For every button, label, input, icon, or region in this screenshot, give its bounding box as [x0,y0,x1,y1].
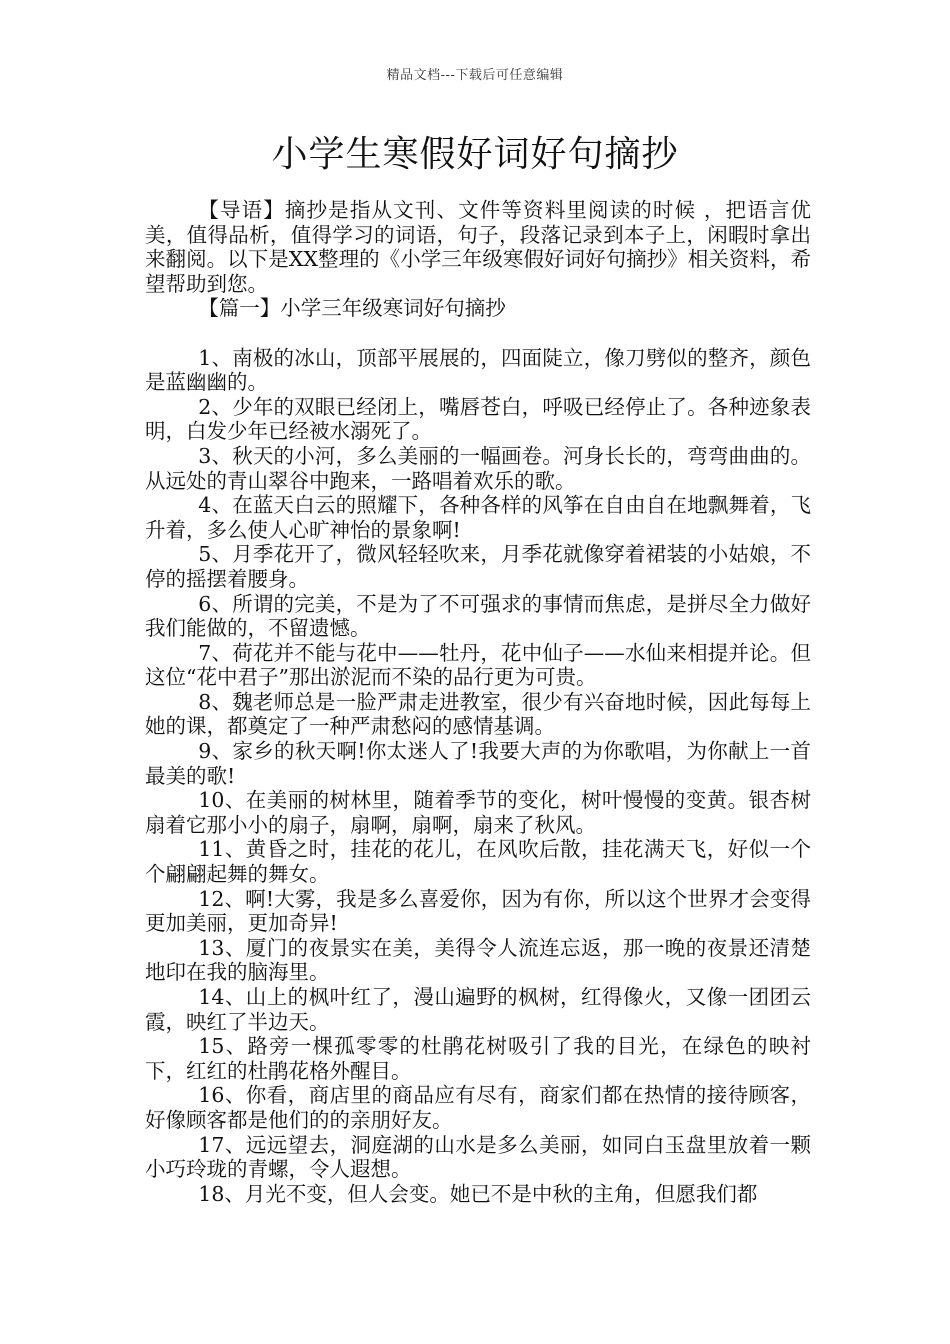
list-item: 9、家乡的秋天啊!你太迷人了!我要大声的为你歌唱，为你献上一首最美的歌! [145,739,811,788]
list-item: 3、秋天的小河，多么美丽的一幅画卷。河身长长的，弯弯曲曲的。从远处的青山翠谷中跑来，一路唱着欢乐的歌。 [145,443,811,493]
intro-paragraph: 【导语】摘抄是指从文刊、文件等资料里阅读的时候 ，把语言优美，值得品析，值得学习的词语，句子，段落记录到本子上，闲暇时拿出来翻阅。以下是XX整理的《小学三年级寒假好词好句摘抄》相关资料，希望帮助到您。 [145,198,811,296]
list-item: 2、少年的双眼已经闭上，嘴唇苍白，呼吸已经停止了。各种迹象表明，白发少年已经被水溺死了。 [145,394,811,444]
list-item: 18、月光不变，但人会变。她已不是中秋的主角，但愿我们都 [198,1181,758,1206]
list-item: 11、黄昏之时，挂花的花儿，在风吹后散，挂花满天飞，好似一个个翩翩起舞的舞女。 [145,837,811,887]
list-item: 14、山上的枫叶红了，漫山遍野的枫树，红得像火，又像一团团云霞，映红了半边天。 [145,985,811,1034]
blank-line [145,321,811,346]
section-heading: 【篇一】小学三年级寒词好句摘抄 [198,296,506,321]
list-item: 7、荷花并不能与花中——牡丹，花中仙子——水仙来相提并论。但这位“花中君子”那出淤泥而不染的品行更为可贵。 [145,640,811,690]
list-item: 16、你看，商店里的商品应有尽有，商家们都在热情的接待顾客，好像顾客都是他们的的亲朋好友。 [145,1083,811,1132]
list-item: 13、厦门的夜景实在美，美得令人流连忘返，那一晚的夜景还清楚地印在我的脑海里。 [145,935,811,985]
list-item: 4、在蓝天白云的照耀下，各种各样的风筝在自由自在地飘舞着，飞升着，多么使人心旷神怡的景象啊! [145,493,811,542]
document-body [145,198,811,1206]
list-item: 17、远远望去，洞庭湖的山水是多么美丽，如同白玉盘里放着一颗小巧玲珑的青螺，令人遐想。 [145,1132,811,1182]
list-item: 15、路旁一棵孤零零的杜鹃花树吸引了我的目光，在绿色的映衬下，红红的杜鹃花格外醒目。 [145,1034,811,1083]
list-item: 1、南极的冰山，顶部平展展的，四面陡立，像刀劈似的整齐，颜色是蓝幽幽的。 [145,345,811,395]
document-title: 小学生寒假好词好句摘抄 [271,134,679,175]
list-item: 5、月季花开了，微风轻轻吹来，月季花就像穿着裙装的小姑娘，不停的摇摆着腰身。 [145,542,811,591]
header-note: 精品文档---下载后可任意编辑 [386,68,564,83]
list-item: 6、所谓的完美，不是为了不可强求的事情而焦虑，是拼尽全力做好我们能做的，不留遗憾。 [145,591,811,641]
list-item: 12、啊!大雾，我是多么喜爱你，因为有你，所以这个世界才会变得更加美丽，更加奇异! [145,886,811,936]
list-item: 10、在美丽的树林里，随着季节的变化，树叶慢慢的变黄。银杏树扇着它那小小的扇子，扇啊，扇啊，扇来了秋风。 [145,788,811,837]
list-item: 8、魏老师总是一脸严肃走进教室，很少有兴奋地时候，因此每每上她的课，都奠定了一种严肃愁闷的感情基调。 [145,689,811,739]
